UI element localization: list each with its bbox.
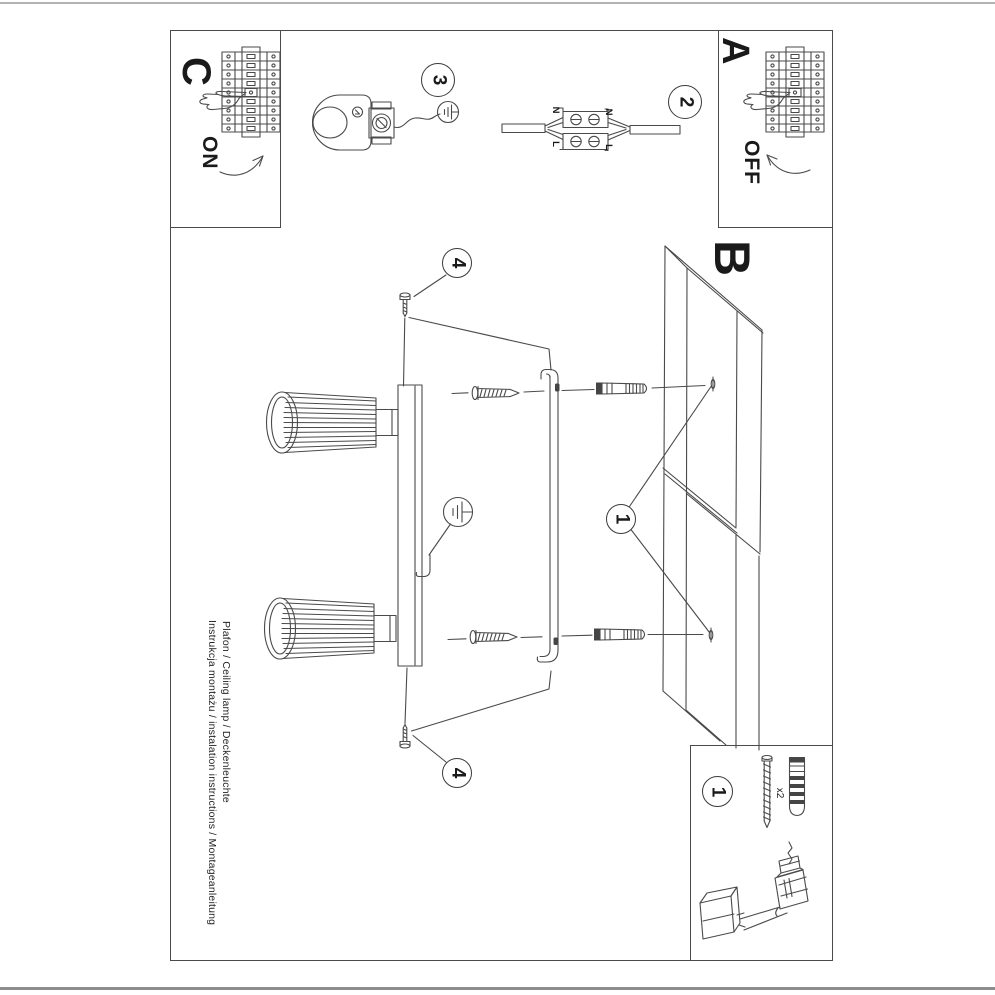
earth-symbol-step3-icon <box>438 102 459 123</box>
ceiling-panel-icon <box>663 246 763 750</box>
wire-label-l-left: L <box>549 141 561 147</box>
wire-label-l-right: L <box>602 144 614 150</box>
section-a-label: A <box>714 37 756 65</box>
ceiling-lamp-icon <box>265 385 423 666</box>
power-off-arrow-icon <box>767 155 810 173</box>
alignment-lines <box>448 386 705 640</box>
earth-symbol-main-icon <box>416 498 472 577</box>
footer-product-line: Plafon / Ceiling lamp / Deckenleuchte <box>220 621 232 803</box>
parts-step-badge: 1 <box>702 776 733 807</box>
power-on-arrow-icon <box>220 156 263 175</box>
step-4-top-badge: 4 <box>442 248 472 278</box>
section-b-label: B <box>704 240 760 277</box>
step-2-badge: 2 <box>668 85 702 119</box>
drill-icon <box>700 842 808 939</box>
wall-plug-bottom-icon <box>594 629 645 641</box>
power-off-label: OFF <box>740 140 763 185</box>
canopy-ground-terminal-icon <box>313 95 441 150</box>
step-4-bottom-badge: 4 <box>442 758 472 788</box>
parts-wall-plug-icon <box>790 758 805 816</box>
mounting-screw-bottom-icon <box>470 631 517 644</box>
footer-title-line: Instrukcja montażu / instalation instructions / Montageanleitung <box>206 620 218 926</box>
power-on-label: ON <box>198 136 221 170</box>
wall-plug-top-icon <box>596 383 647 395</box>
wire-label-n-left: N <box>549 106 561 114</box>
step-3-badge: 3 <box>421 63 455 97</box>
cover-screw-top-icon <box>400 275 551 386</box>
step1-leader-lines <box>630 387 712 633</box>
mounting-screw-top-icon <box>472 387 519 400</box>
cover-screw-bottom-icon <box>400 668 551 762</box>
parts-quantity-label: x2 <box>774 787 785 799</box>
step-1-badge: 1 <box>606 504 636 534</box>
wire-label-n-right: N <box>602 108 614 116</box>
section-c-label: C <box>174 57 218 86</box>
mounting-bracket-icon <box>537 370 559 663</box>
terminal-block-wiring-icon <box>502 108 680 151</box>
